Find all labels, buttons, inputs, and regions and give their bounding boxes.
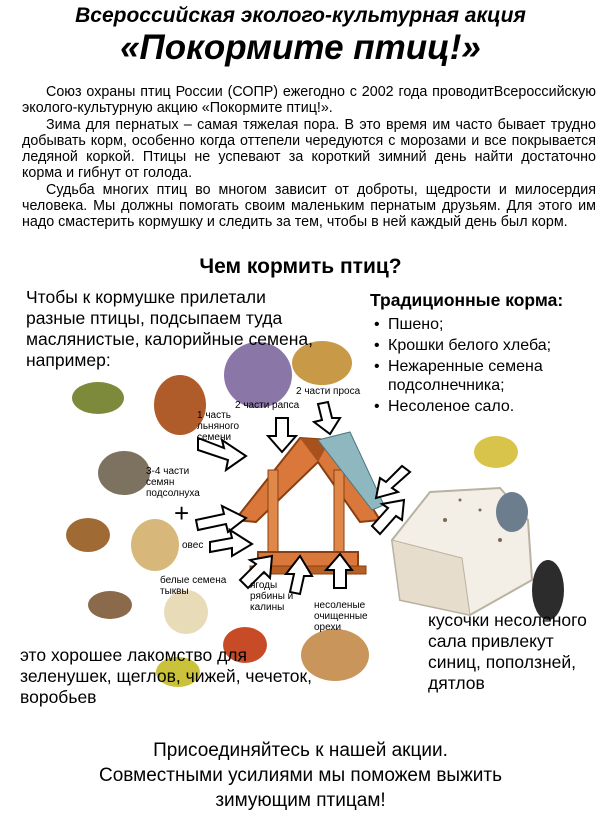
greenfinch-bird-image [72, 382, 124, 414]
oats-label: овес [182, 540, 204, 551]
nuts-label: несоленые очищенные орехи [314, 600, 368, 633]
millet-label: 2 части проса [296, 386, 361, 397]
rowan-label: ягоды рябины и калины [250, 580, 294, 613]
nuthatch-bird-image [496, 492, 528, 532]
list-item: • Пшено; [370, 315, 600, 334]
plus-icon: + [174, 498, 190, 528]
traditional-feeds [370, 290, 600, 418]
sunflower-seeds-image [98, 451, 150, 495]
pumpkin-label: белые семена тыквы [160, 575, 227, 597]
rapeseed-label: 2 части рапса [235, 400, 300, 411]
tit-bird-image [474, 436, 518, 468]
footer-line: Совместными усилиями мы поможем выжить [98, 765, 502, 786]
intro-paragraph-2: Зима для пернатых – самая тяжелая пора. В это время им часто бывает трудно добывать корм, особенно когда оттепели чередуются с морозами и все покрывается ледяной коркой. Птицы не успевают за короткий зимний день найти достаточно корма и гибнут от голода. [22, 116, 596, 182]
goldfinch-bird-image [66, 518, 110, 552]
page-title: «Покормите птиц!» [120, 28, 481, 67]
finch-treat-text: это хорошее лакомство для зеленушек, щеглов, чижей, чечеток, воробьев [20, 645, 313, 707]
sunflower-label: 3-4 части семян подсолнуха [146, 466, 200, 499]
list-item: • Несоленое сало. [370, 397, 600, 416]
list-item: • Крошки белого хлеба; [370, 336, 600, 355]
bird-feeder-image [235, 432, 384, 574]
flax-label: 1 часть льняного семени [197, 410, 240, 443]
traditional-feeds-title: Традиционные корма: [370, 290, 564, 310]
lard-text: кусочки несоленого сала привлекут синиц, поползней, дятлов [428, 610, 587, 693]
subtitle: Всероссийская эколого-культурная акция [75, 4, 526, 27]
sparrow-bird-image [88, 591, 132, 619]
intro-paragraph-1: Союз охраны птиц России (СОПР) ежегодно с 2002 года проводитВсероссийскую эколого-культурную акцию «Покормите птиц!». [22, 84, 596, 117]
seed-intro-text: Чтобы к кормушке прилетали разные птицы, подсыпаем туда маслянистые, калорийные семена, например: [26, 287, 313, 370]
oats-image [131, 519, 179, 571]
footer-line: зимующим птицам! [215, 790, 386, 811]
footer-call-to-action [0, 738, 601, 813]
footer-line: Присоединяйтесь к нашей акции. [153, 740, 448, 761]
intro-paragraph-3: Судьба многих птиц во многом зависит от доброты, щедрости и милосердия человека. Мы должны помогать своим маленьким пернатым друзьям. Для этого им надо смастерить кормушку и следить за тем, чтобы в ней каждый день был корм. [22, 181, 596, 231]
list-item: • Нежаренные семена подсолнечника; [370, 357, 600, 395]
infographic-title: Чем кормить птиц? [199, 255, 402, 278]
traditional-feeds-list [370, 315, 600, 416]
